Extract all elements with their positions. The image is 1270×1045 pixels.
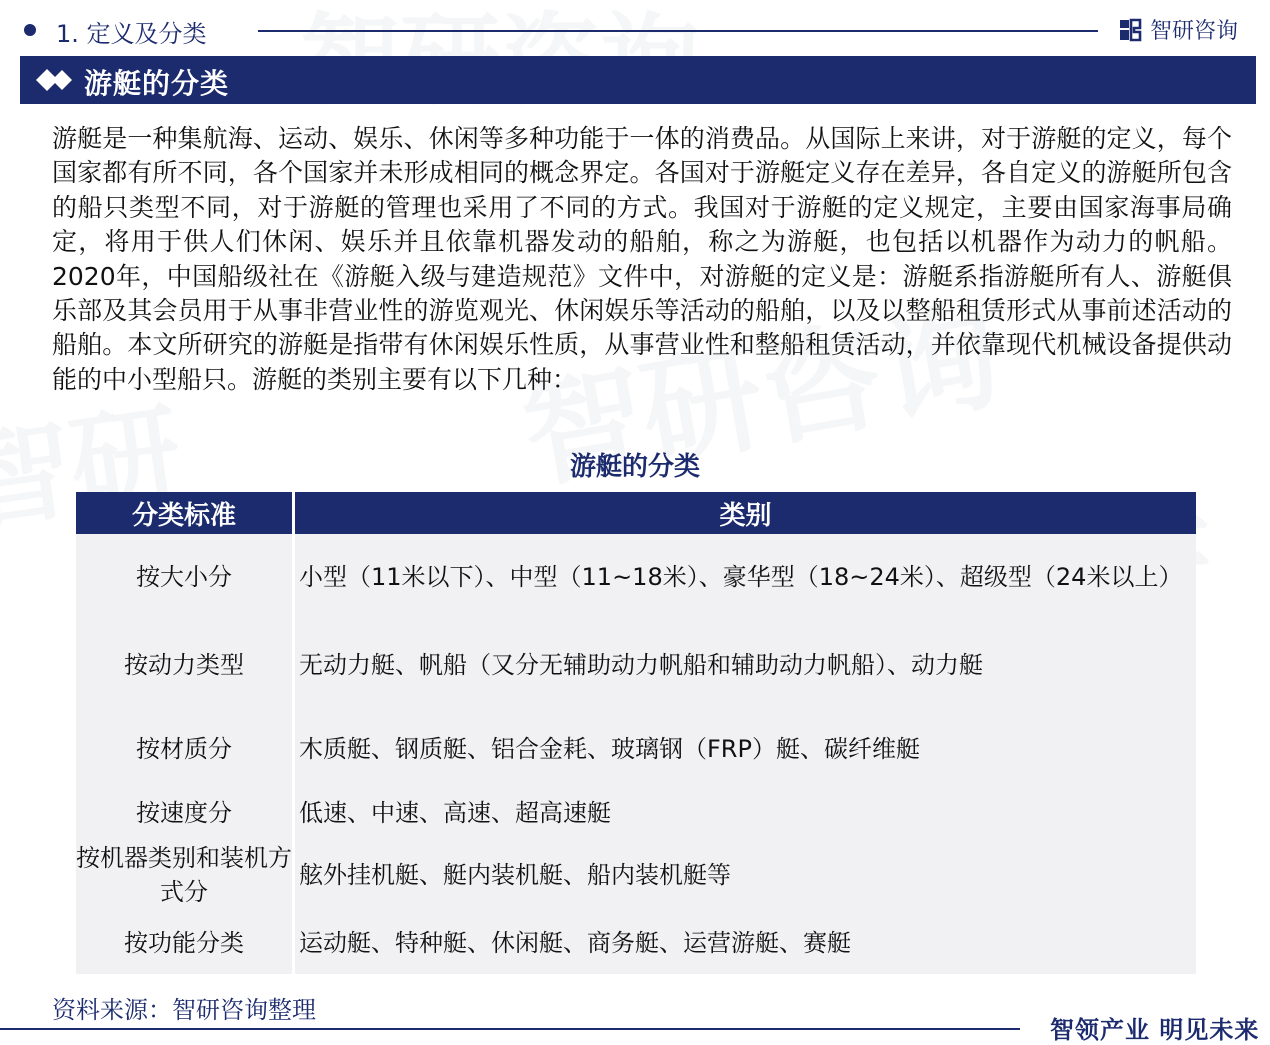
categories-cell: 舷外挂机艇、艇内装机艇、船内装机艇等 [299,861,731,889]
header-categories: 类别 [294,492,1197,534]
criterion-cell: 按大小分 [76,534,294,620]
header-rule [258,30,1098,32]
categories-cell: 小型（11米以下）、中型（11~18米）、豪华型（18~24米）、超级型（24米以上） [299,563,1183,591]
classification-table [76,492,1196,974]
categories-cell: 木质艇、钢质艇、铝合金耗、玻璃钢（FRP）艇、碳纤维艇 [299,735,920,763]
categories-cell: 低速、中速、高速、超高速艇 [299,799,611,827]
categories-cell: 无动力艇、帆船（又分无辅助动力帆船和辅助动力帆船）、动力艇 [299,651,983,679]
source-note: 资料来源：智研咨询整理 [52,996,316,1024]
brand-logo-icon [1118,17,1144,43]
criterion-cell: 按材质分 [76,710,294,788]
table-row [76,534,1196,620]
double-diamond-icon [34,67,74,93]
criterion-cell: 按机器类别和装机方式分 [76,838,294,912]
table-row [76,788,1196,838]
categories-cell: 运动艇、特种艇、休闲艇、商务艇、运营游艇、赛艇 [299,929,851,957]
footer-brand: 智领产业 明见未来 [1050,1016,1260,1044]
table-title: 游艇的分类 [569,452,700,482]
brand [1118,14,1238,45]
top-header [0,0,1270,54]
table-header-row [76,492,1196,534]
criterion-cell: 按速度分 [76,788,294,838]
intro-paragraph: 游艇是一种集航海、运动、娱乐、休闲等多种功能于一体的消费品。从国际上来讲，对于游艇的定义，每个国家都有所不同，各个国家并未形成相同的概念界定。各国对于游艇定义存在差异，各自定义的游艇所包含的船只类型不同，对于游艇的管理也采用了不同的方式。我国对于游艇的定义规定，主要由国家海事局确定，将用于供人们休闲、娱乐并且依靠机器发动的船舶，称之为游艇，也包括以机器作为动力的帆船。2020年，中国船级社在《游艇入级与建造规范》文件中，对游艇的定义是：游艇系指游艇所有人、游艇俱乐部及其会员用于从事非营业性的游览观光、休闲娱乐等活动的船舶，以及以整船租赁形式从事前述活动的船舶。本文所研究的游艇是指带有休闲娱乐性质，从事营业性和整船租赁活动，并依靠现代机械设备提供动能的中小型船只。游艇的类别主要有以下几种： [52,124,1232,394]
title-band [20,56,1256,104]
footer-rule [0,1028,1020,1030]
header-criterion: 分类标准 [76,492,294,534]
table-row [76,838,1196,912]
criterion-cell: 按功能分类 [76,912,294,974]
bullet-dot-icon [24,24,36,36]
section-title: 1. 定义及分类 [56,20,207,48]
table-row [76,620,1196,710]
criterion-cell: 按动力类型 [76,620,294,710]
table-row [76,912,1196,974]
band-title: 游艇的分类 [84,67,230,100]
table-row [76,710,1196,788]
brand-name: 智研咨询 [1150,19,1239,44]
